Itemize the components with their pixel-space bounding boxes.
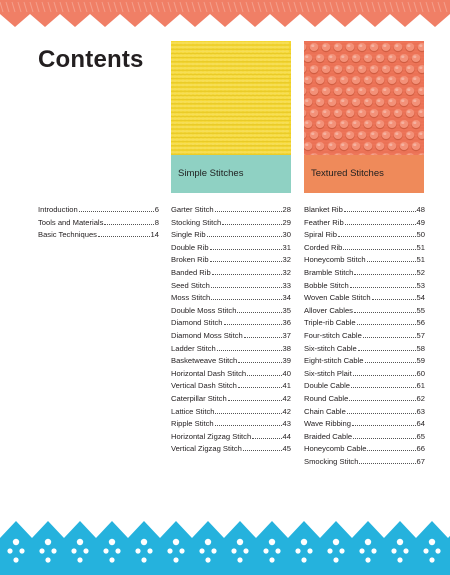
toc-entry-page: 14 [150,230,159,240]
dot-leader [353,431,415,439]
toc-entry [304,343,425,356]
dot-leader [244,330,282,338]
toc-entry-title: Double Moss Stitch [171,305,237,315]
toc-entry-page: 50 [416,230,425,240]
toc-entry [171,217,291,230]
toc-entry [304,267,425,280]
toc-entry-title: Banded Rib [171,267,211,277]
dot-leader [358,343,416,351]
toc-entry [38,217,159,230]
toc-entry [171,418,291,431]
dot-leader [243,443,282,451]
dot-leader [352,418,416,426]
toc-entry [171,229,291,242]
toc-entry-page: 40 [282,368,291,378]
toc-entry [171,406,291,419]
toc-entry [38,229,159,242]
dot-leader [215,204,282,212]
dot-leader [217,343,282,351]
toc-entry [171,267,291,280]
toc-entry-page: 66 [416,444,425,454]
dot-leader [212,267,282,275]
toc-entry-title: Spiral Rib [304,230,337,240]
toc-entry-page: 34 [282,293,291,303]
toc-entry [304,317,425,330]
dot-leader [228,393,282,401]
toc-entry-title: Honeycomb Cable [304,444,367,454]
toc-entry [171,280,291,293]
toc-entry-page: 32 [282,267,291,277]
toc-entry-title: Single Rib [171,230,206,240]
toc-entry [171,431,291,444]
toc-entry-title: Allover Cables [304,305,353,315]
dot-leader [210,254,282,262]
toc-entry-page: 57 [416,330,425,340]
toc-entry-title: Horizontal Zigzag Stitch [171,431,252,441]
toc-entry-page: 59 [416,356,425,366]
dot-leader [367,254,416,262]
dot-leader [354,305,416,313]
dot-leader [365,355,416,363]
toc-entry [171,330,291,343]
dot-leader [210,242,282,250]
toc-entry-page: 58 [416,343,425,353]
toc-entry-page: 41 [282,381,291,391]
toc-entry-page: 28 [282,205,291,214]
toc-entry [171,368,291,381]
toc-entry [304,355,425,368]
dot-leader [349,393,415,401]
toc-entry-title: Garter Stitch [171,205,214,214]
toc-entry [304,280,425,293]
dot-leader [359,456,415,464]
toc-entry-title: Woven Cable Stitch [304,293,371,303]
toc-entry-page: 51 [416,242,425,252]
toc-entry-title: Braided Cable [304,431,353,441]
toc-entry-title: Double Rib [171,242,209,252]
toc-simple-stitches [171,204,291,456]
toc-entry-page: 37 [282,330,291,340]
toc-entry-page: 67 [416,456,425,466]
toc-entry [171,443,291,456]
toc-entry-title: Moss Stitch [171,293,211,303]
toc-entry-title: Seed Stitch [171,280,210,290]
toc-entry [304,330,425,343]
toc-entry [304,217,425,230]
dot-leader [372,292,416,300]
dot-leader [350,280,416,288]
toc-textured-stitches [304,204,425,468]
toc-entry-page: 36 [282,318,291,328]
dot-leader [207,229,282,237]
toc-entry-page: 39 [282,356,291,366]
toc-entry [304,393,425,406]
toc-entry-page: 48 [416,205,425,214]
toc-entry-page: 61 [416,381,425,391]
bottom-lace-border [0,518,450,575]
toc-entry [304,305,425,318]
toc-entry-title: Honeycomb Stitch [304,255,366,265]
dot-leader [215,406,281,414]
top-zigzag-border [0,0,450,30]
toc-entry-title: Corded Rib [304,242,343,252]
toc-entry-title: Basic Techniques [38,230,97,240]
toc-entry-page: 56 [416,318,425,328]
toc-entry-title: Round Cable [304,393,349,403]
toc-entry-title: Bramble Stitch [304,267,354,277]
toc-entry-page: 6 [154,205,159,214]
toc-entry-page: 54 [416,293,425,303]
toc-entry [171,393,291,406]
toc-entry-page: 62 [416,393,425,403]
toc-entry [171,305,291,318]
toc-entry-title: Ladder Stitch [171,343,216,353]
dot-leader [238,355,281,363]
toc-entry-page: 42 [282,406,291,416]
toc-entry-title: Broken Rib [171,255,209,265]
toc-entry-title: Caterpillar Stitch [171,393,227,403]
toc-entry-title: Four-stitch Cable [304,330,362,340]
toc-entry-title: Tools and Materials [38,217,104,227]
toc-entry [304,443,425,456]
toc-entry [171,254,291,267]
toc-entry-page: 42 [282,393,291,403]
toc-entry-page: 33 [282,280,291,290]
dot-leader [354,267,415,275]
toc-entry [171,317,291,330]
dot-leader [353,368,416,376]
toc-entry-page: 51 [416,255,425,265]
toc-entry-title: Blanket Rib [304,205,343,214]
toc-entry-title: Diamond Moss Stitch [171,330,243,340]
dot-leader [345,217,416,225]
dot-leader [222,217,281,225]
dot-leader [344,204,416,212]
toc-entry-page: 45 [282,444,291,454]
toc-entry [171,343,291,356]
dot-leader [98,229,150,237]
toc-entry-page: 49 [416,217,425,227]
dot-leader [343,242,415,250]
toc-entry-page: 60 [416,368,425,378]
garter-swatch-image [171,41,291,155]
toc-entry-page: 63 [416,406,425,416]
dot-leader [211,280,282,288]
dot-leader [211,292,281,300]
dot-leader [79,204,154,212]
simple-stitches-panel [171,41,291,193]
toc-entry-title: Basketweave Stitch [171,356,238,366]
toc-entry [304,242,425,255]
toc-entry-page: 43 [282,419,291,429]
dot-leader [357,317,416,325]
dot-leader [247,368,281,376]
toc-entry [304,368,425,381]
toc-entry-title: Lattice Stitch [171,406,215,416]
toc-entry-title: Eight-stitch Cable [304,356,364,366]
toc-entry [171,242,291,255]
toc-entry [171,292,291,305]
bobble-swatch-image [304,41,424,155]
toc-entry [171,204,291,217]
toc-entry [171,355,291,368]
toc-entry-title: Chain Cable [304,406,346,416]
dot-leader [338,229,416,237]
toc-entry-title: Diamond Stitch [171,318,223,328]
toc-entry-title: Vertical Dash Stitch [171,381,237,391]
toc-entry-page: 29 [282,217,291,227]
toc-entry-page: 30 [282,230,291,240]
toc-entry-title: Six-stitch Plait [304,368,352,378]
page-title: Contents [38,46,144,73]
toc-entry [304,380,425,393]
toc-entry-page: 55 [416,305,425,315]
toc-entry-page: 44 [282,431,291,441]
toc-entry-title: Feather Rib [304,217,344,227]
toc-entry-title: Six-stitch Cable [304,343,357,353]
toc-entry-title: Wave Ribbing [304,419,351,429]
toc-entry-page: 38 [282,343,291,353]
textured-stitches-panel [304,41,424,193]
dot-leader [363,330,416,338]
dot-leader [367,443,415,451]
textured-stitches-heading: Textured Stitches [304,155,424,193]
toc-entry-title: Ripple Stitch [171,419,214,429]
toc-entry [304,292,425,305]
toc-entry [38,204,159,217]
toc-entry-page: 32 [282,255,291,265]
toc-entry [304,254,425,267]
toc-entry-title: Smocking Stitch [304,456,359,466]
toc-entry [304,456,425,469]
toc-entry-title: Horizontal Dash Stitch [171,368,247,378]
toc-entry-title: Vertical Zigzag Stitch [171,444,242,454]
dot-leader [238,380,282,388]
toc-entry-page: 65 [416,431,425,441]
toc-entry-title: Triple-rib Cable [304,318,356,328]
toc-entry-page: 53 [416,280,425,290]
toc-entry-page: 52 [416,267,425,277]
dot-leader [252,431,281,439]
toc-entry-title: Double Cable [304,381,351,391]
dot-leader [347,406,416,414]
dot-leader [237,305,281,313]
dot-leader [104,217,153,225]
toc-entry-title: Introduction [38,205,78,214]
toc-entry [171,380,291,393]
toc-entry-page: 35 [282,305,291,315]
toc-entry [304,418,425,431]
toc-entry-page: 64 [416,419,425,429]
toc-front-matter [38,204,159,242]
dot-leader [224,317,282,325]
toc-entry-title: Bobble Stitch [304,280,349,290]
dot-leader [351,380,416,388]
toc-entry [304,431,425,444]
toc-entry-page: 8 [154,217,159,227]
toc-entry [304,229,425,242]
toc-entry [304,204,425,217]
dot-leader [215,418,282,426]
toc-entry-title: Stocking Stitch [171,217,222,227]
toc-entry-page: 31 [282,242,291,252]
toc-entry [304,406,425,419]
simple-stitches-heading: Simple Stitches [171,155,291,193]
